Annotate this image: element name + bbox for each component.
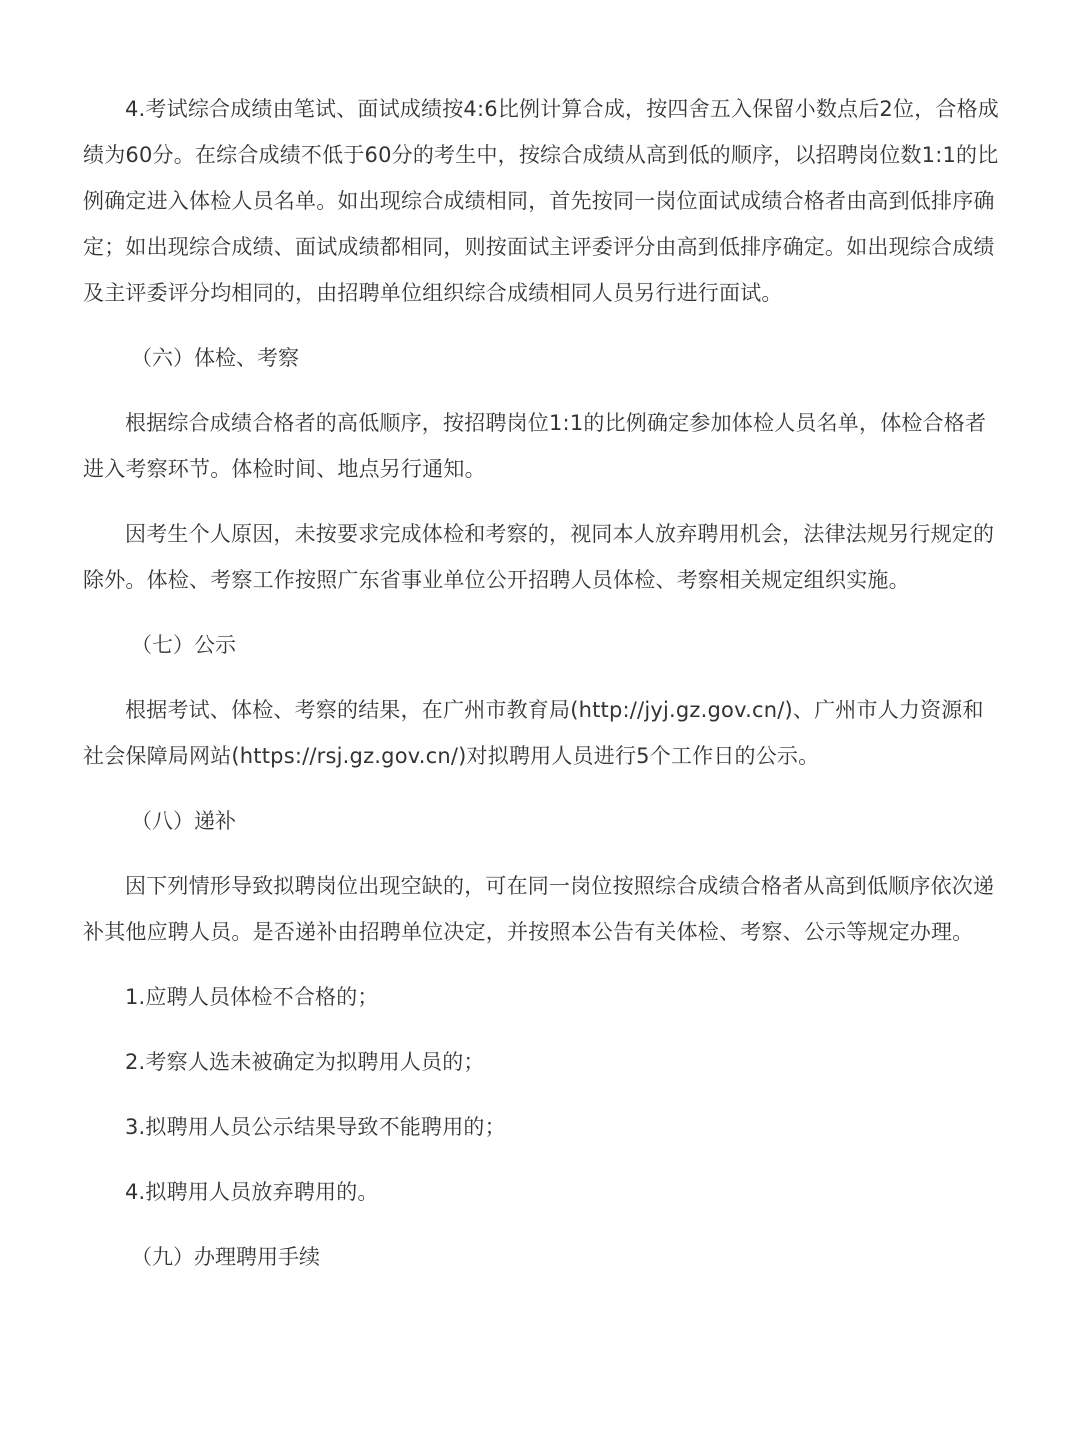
list-item: 3.拟聘用人员公示结果导致不能聘用的； [125, 1115, 506, 1139]
paragraph-score-rules: 4.考试综合成绩由笔试、面试成绩按4:6比例计算合成，按四舍五入保留小数点后2位，合格成绩为60分。在综合成绩不低于60分的考生中，按综合成绩从高到低的顺序，以招聘岗位数1:1的比例确定进入体检人员名单。如出现综合成绩相同，首先按同一岗位面试成绩合格者由高到低排序确定；如出现综合成绩、面试成绩都相同，则按面试主评委评分由高到低排序确定。如出现综合成绩及主评委评分均相同的，由招聘单位组织综合成绩相同人员另行进行面试。 [83, 97, 999, 305]
list-item: 2.考察人选未被确定为拟聘用人员的； [125, 1050, 485, 1074]
document-body [83, 86, 1003, 1280]
paragraph-exam-absence: 因考生个人原因，未按要求完成体检和考察的，视同本人放弃聘用机会，法律法规另行规定的除外。体检、考察工作按照广东省事业单位公开招聘人员体检、考察相关规定组织实施。 [83, 522, 995, 592]
heading-publicity: （七）公示 [131, 633, 236, 657]
heading-physical-exam: （六）体检、考察 [131, 346, 299, 370]
paragraph-replacement: 因下列情形导致拟聘岗位出现空缺的，可在同一岗位按照综合成绩合格者从高到低顺序依次递补其他应聘人员。是否递补由招聘单位决定，并按照本公告有关体检、考察、公示等规定办理。 [83, 874, 995, 944]
heading-employment-procedures: （九）办理聘用手续 [131, 1245, 320, 1269]
heading-replacement: （八）递补 [131, 809, 236, 833]
list-item: 4.拟聘用人员放弃聘用的。 [125, 1180, 379, 1204]
list-item: 1.应聘人员体检不合格的； [125, 985, 379, 1009]
paragraph-publicity: 根据考试、体检、考察的结果，在广州市教育局(http://jyj.gz.gov.cn/)、广州市人力资源和社会保障局网站(https://rsj.gz.gov.cn/)对拟聘用人员进行5个工作日的公示。 [83, 698, 984, 768]
paragraph-exam-list: 根据综合成绩合格者的高低顺序，按招聘岗位1:1的比例确定参加体检人员名单，体检合格者进入考察环节。体检时间、地点另行通知。 [83, 411, 987, 481]
